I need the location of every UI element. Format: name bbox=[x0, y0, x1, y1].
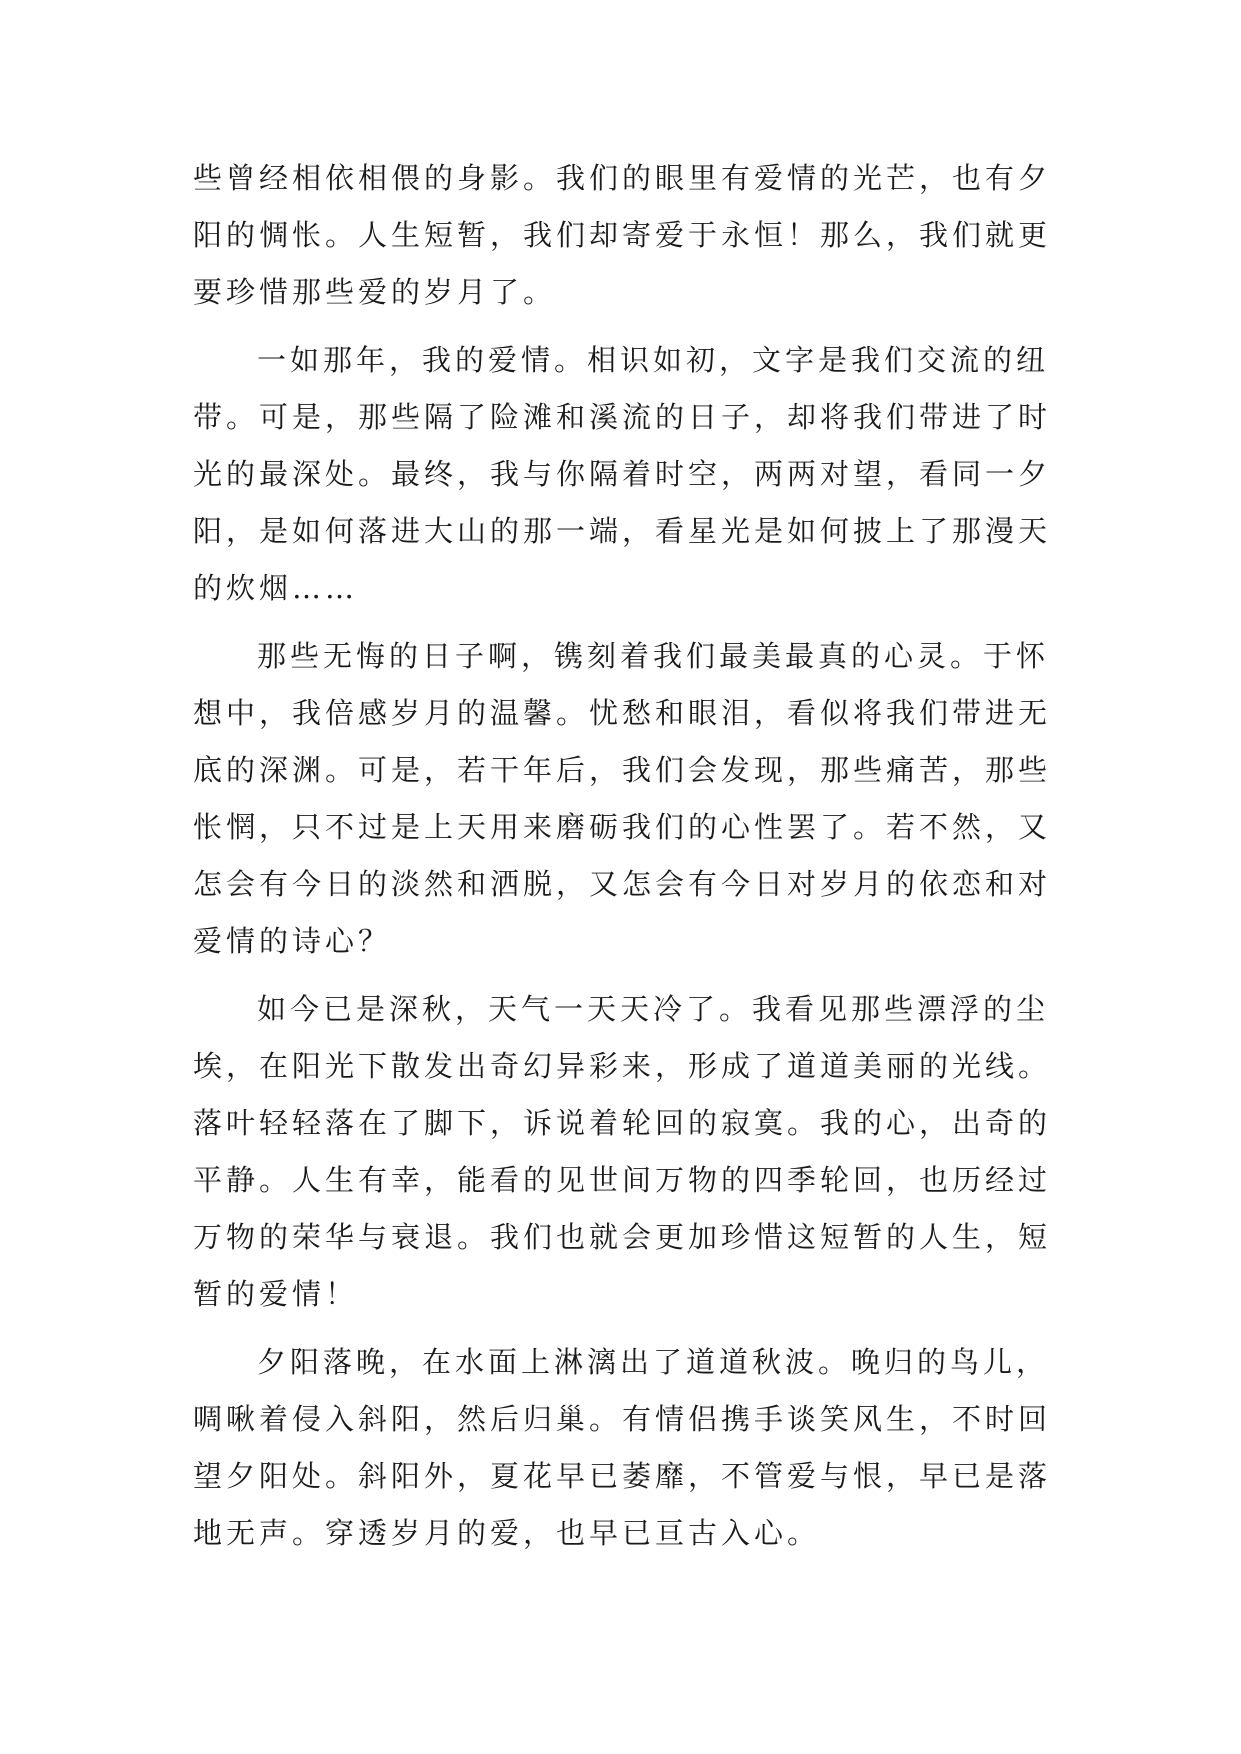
text-line: 平静。人生有幸，能看的见世间万物的四季轮回，也历经过 bbox=[193, 1163, 1052, 1197]
text-line: 爱情的诗心？ bbox=[193, 924, 392, 958]
text-line: 带。可是，那些隔了险滩和溪流的日子，却将我们带进了时 bbox=[193, 400, 1052, 434]
text-line: 落叶轻轻落在了脚下，诉说着轮回的寂寞。我的心，出奇的 bbox=[193, 1106, 1052, 1140]
paragraph-first-line: 夕阳落晚，在水面上淋漓出了道道秋波。晚归的鸟儿， bbox=[257, 1345, 1050, 1379]
text-line: 要珍惜那些爱的岁月了。 bbox=[193, 275, 557, 309]
text-line: 暂的爱情！ bbox=[193, 1277, 359, 1311]
text-line: 底的深渊。可是，若干年后，我们会发现，那些痛苦，那些 bbox=[193, 753, 1052, 787]
text-line: 地无声。穿透岁月的爱，也早已亘古入心。 bbox=[193, 1516, 821, 1550]
text-line: 埃，在阳光下散发出奇幻异彩来，形成了道道美丽的光线。 bbox=[193, 1049, 1052, 1083]
paragraph-first-line: 如今已是深秋，天气一天天冷了。我看见那些漂浮的尘 bbox=[257, 992, 1050, 1026]
text-line: 啁啾着侵入斜阳，然后归巢。有情侣携手谈笑风生，不时回 bbox=[193, 1402, 1052, 1436]
paragraph-first-line: 那些无悔的日子啊，镌刻着我们最美最真的心灵。于怀 bbox=[257, 639, 1050, 673]
text-line: 望夕阳处。斜阳外，夏花早已萎靡，不管爱与恨，早已是落 bbox=[193, 1459, 1052, 1493]
text-line: 些曾经相依相偎的身影。我们的眼里有爱情的光芒，也有夕 bbox=[193, 161, 1052, 195]
text-line: 阳，是如何落进大山的那一端，看星光是如何披上了那漫天 bbox=[193, 514, 1052, 548]
text-line: 光的最深处。最终，我与你隔着时空，两两对望，看同一夕 bbox=[193, 457, 1052, 491]
paragraph-first-line: 一如那年，我的爱情。相识如初，文字是我们交流的纽 bbox=[257, 343, 1050, 377]
text-line: 万物的荣华与衰退。我们也就会更加珍惜这短暂的人生，短 bbox=[193, 1220, 1052, 1254]
text-line: 怎会有今日的淡然和洒脱，又怎会有今日对岁月的依恋和对 bbox=[193, 867, 1052, 901]
text-line: 阳的惆怅。人生短暂，我们却寄爱于永恒！那么，我们就更 bbox=[193, 218, 1052, 252]
text-line: 怅惘，只不过是上天用来磨砺我们的心性罢了。若不然，又 bbox=[193, 810, 1052, 844]
text-line: 的炊烟…… bbox=[193, 571, 359, 605]
text-line: 想中，我倍感岁月的温馨。忧愁和眼泪，看似将我们带进无 bbox=[193, 696, 1052, 730]
